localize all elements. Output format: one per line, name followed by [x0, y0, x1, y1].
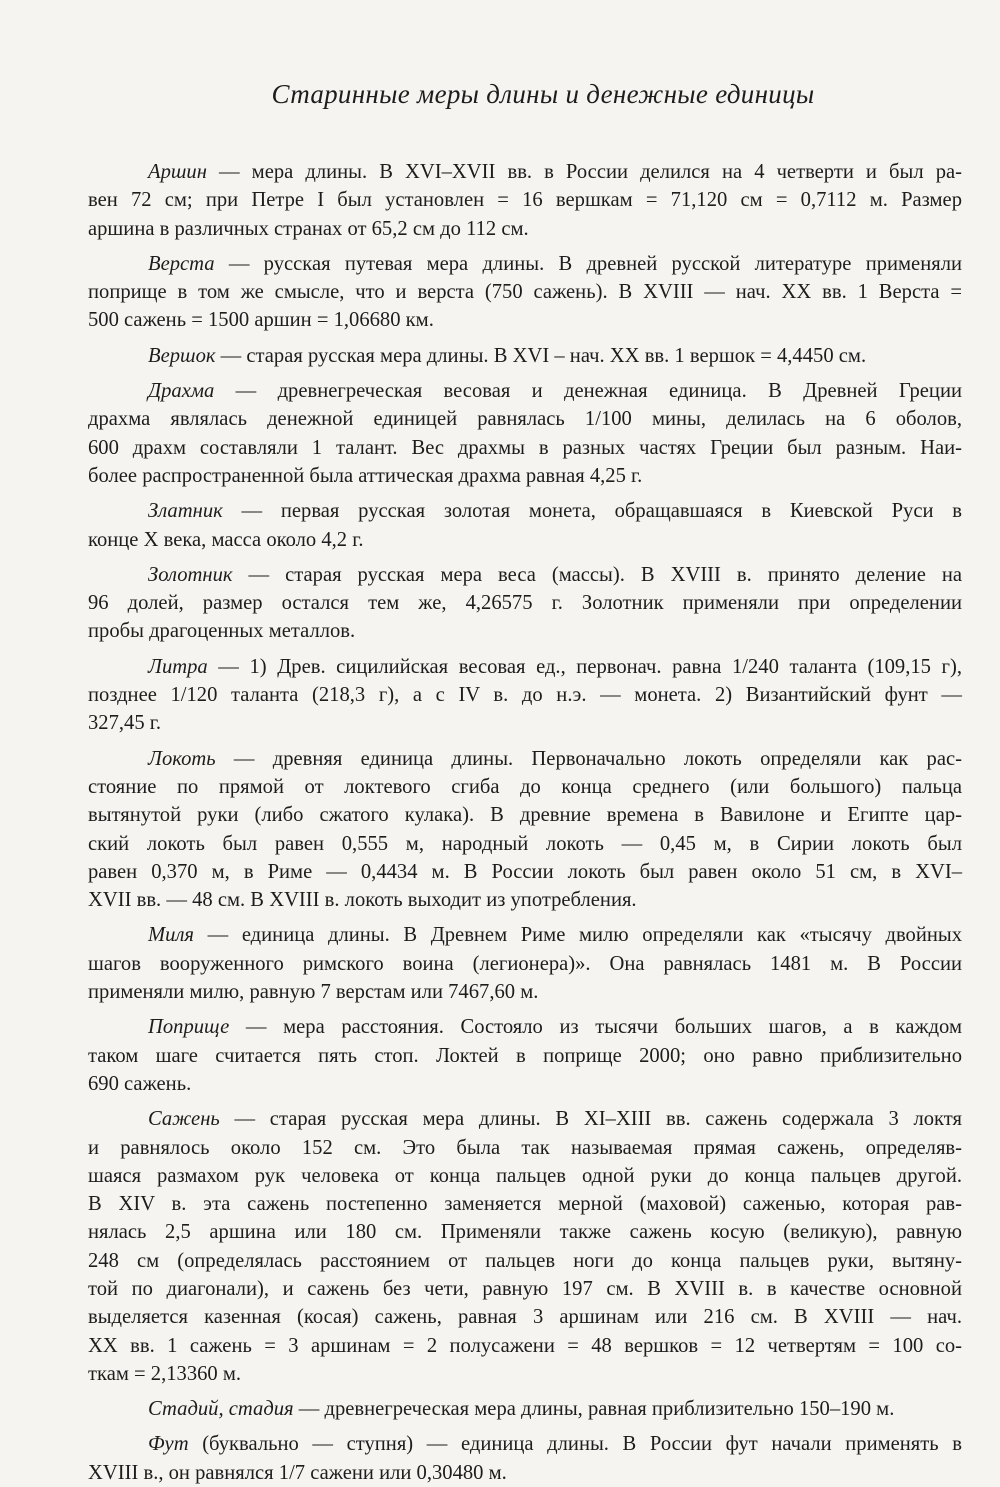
entry-text: XVII вв. — 48 см. В XVIII в. локоть выходит из употребления. [88, 889, 637, 912]
entry-line [88, 1190, 962, 1218]
entry-line [88, 434, 962, 462]
entry-text: шаяся размахом рук человека от конца пальцев одной руки до конца пальцев другой. [88, 1164, 962, 1187]
entry-text: (буквально — ступня) — единица длины. В России фут начали применять в [188, 1433, 962, 1456]
entry-line [88, 1070, 962, 1098]
entry-text: и равнялось около 152 см. Это была так называемая прямая сажень, определяв- [88, 1136, 962, 1159]
glossary-entry [88, 342, 962, 370]
entry-line [88, 886, 962, 914]
entry-term: Аршин [148, 161, 207, 183]
entry-text: стояние по прямой от локтевого сгиба до конца среднего (или большого) пальца [88, 775, 962, 798]
entry-line [88, 950, 962, 978]
entry-line [88, 653, 962, 681]
entry-text: шагов вооруженного римского воина (легионера)». Она равнялась 1481 м. В России [88, 952, 962, 975]
glossary-entry [88, 1430, 962, 1487]
entry-line [88, 1360, 962, 1388]
glossary-entry [88, 921, 962, 1006]
entry-text: XVIII в., он равнялся 1/7 сажени или 0,30480 м. [88, 1461, 507, 1484]
glossary-entry [88, 653, 962, 738]
entry-text: — старая русская мера веса (массы). В XVIII в. принято деление на [232, 563, 962, 586]
entry-line [88, 1303, 962, 1331]
entry-text: 96 долей, размер остался тем же, 4,26575 г. Золотник применяли при определении [88, 592, 962, 615]
entry-line [88, 250, 962, 278]
entry-line [88, 589, 962, 617]
entry-line [88, 278, 962, 306]
entry-text: 327,45 г. [88, 712, 162, 735]
entry-text: — мера расстояния. Состояло из тысячи больших шагов, а в каждом [229, 1016, 962, 1039]
entry-text: пробы драгоценных металлов. [88, 620, 356, 643]
entry-text: В XIV в. эта сажень постепенно заменяется мерной (маховой) саженью, которая рав- [88, 1193, 962, 1216]
entry-line [88, 858, 962, 886]
entry-line [88, 1042, 962, 1070]
entry-text: — древнегреческая мера длины, равная приблизительно 150–190 м. [293, 1398, 895, 1421]
page-title: Старинные меры длины и денежные единицы [271, 79, 815, 109]
entry-line [88, 617, 962, 645]
entry-text: поприще в том же смысле, что и верста (750 сажень). В XVIII — нач. XX вв. 1 Верста = [88, 281, 962, 304]
entry-text: аршина в различных странах от 65,2 см до 112 см. [88, 217, 529, 240]
entry-line [88, 158, 962, 186]
entry-text: таком шаге считается пять стоп. Локтей в поприще 2000; оно равно приблизительно [88, 1044, 962, 1067]
entry-line [88, 377, 962, 405]
entry-text: 500 сажень = 1500 аршин = 1,06680 км. [88, 309, 434, 332]
entry-text: более распространенной была аттическая драхма равная 4,25 г. [88, 464, 643, 487]
glossary-entry [88, 497, 962, 554]
entry-term: Сажень [148, 1108, 220, 1131]
entry-text: 248 см (определялась расстоянием от пальцев ноги до конца пальцев руки, вытяну- [88, 1249, 962, 1272]
glossary-entry [88, 1395, 962, 1423]
entry-line [88, 1247, 962, 1275]
entry-text: равен 0,370 м, в Риме — 0,4434 м. В России локоть был равен около 51 см, в XVI– [88, 860, 962, 883]
entry-line [88, 497, 962, 525]
glossary-entry [88, 377, 962, 490]
entry-line [88, 830, 962, 858]
entry-line [88, 215, 962, 243]
entry-text: — 1) Древ. сицилийская весовая ед., первонач. равна 1/240 таланта (109,15 г), [207, 655, 962, 678]
glossary-entry [88, 1013, 962, 1098]
entry-text: — русская путевая мера длины. В древней русской литературе применяли [214, 252, 962, 275]
entry-line [88, 1134, 962, 1162]
glossary-entry [88, 1105, 962, 1388]
entry-text: — старая русская мера длины. В XI–XIII вв. сажень содержала 3 локтя [219, 1108, 962, 1131]
entry-line [88, 561, 962, 589]
entry-line [88, 1275, 962, 1303]
entry-text: 600 драхм составляли 1 талант. Вес драхмы в разных частях Греции был разным. Наи- [88, 436, 962, 459]
entry-term: Золотник [148, 563, 233, 586]
entry-line [88, 1332, 962, 1360]
glossary-entry [88, 745, 962, 915]
entry-line [88, 1395, 962, 1423]
entry-text: вен 72 см; при Петре I был установлен = 16 вершкам = 71,120 см = 0,7112 м. Размер [88, 189, 962, 212]
entry-term: Вершок [148, 344, 216, 367]
entry-line [88, 709, 962, 737]
glossary [88, 158, 962, 1487]
entry-term: Златник [148, 500, 223, 523]
entry-line [88, 526, 962, 554]
entry-line [88, 306, 962, 334]
entry-line [88, 342, 962, 370]
entry-line [88, 681, 962, 709]
entry-term: Поприще [148, 1016, 230, 1039]
entry-term: Локоть [148, 747, 216, 770]
entry-text: ткам = 2,13360 м. [88, 1362, 242, 1385]
entry-text: — мера длины. В XVI–XVII вв. в России делился на 4 четверти и был ра- [206, 161, 962, 183]
entry-term: Фут [148, 1433, 189, 1456]
entry-text: той по диагонали), и сажень без чети, равную 197 см. В XVIII в. в качестве основной [88, 1277, 962, 1300]
entry-text: выделяется казенная (косая) сажень, равная 3 аршинам или 216 см. В XVIII — нач. [88, 1306, 962, 1329]
entry-line [88, 801, 962, 829]
entry-line [88, 405, 962, 433]
entry-text: конце X века, масса около 4,2 г. [88, 528, 364, 551]
entry-text: — старая русская мера длины. В XVI – нач. XX вв. 1 вершок = 4,4450 см. [215, 344, 867, 367]
entry-text: позднее 1/120 таланта (218,3 г), а с IV в. до н.э. — монета. 2) Византийский фунт — [88, 684, 962, 707]
entry-text: вытянутой руки (либо сжатого кулака). В древние времена в Вавилоне и Египте цар- [88, 804, 962, 827]
entry-line [88, 1162, 962, 1190]
entry-line [88, 745, 962, 773]
entry-text: нялась 2,5 аршина или 180 см. Применяли также сажень косую (великую), равную [88, 1221, 962, 1244]
entry-line [88, 921, 962, 949]
entry-term: Литра [148, 655, 208, 678]
entry-text: — древняя единица длины. Первоначально локоть определяли как рас- [215, 747, 962, 770]
entry-term: Верста [148, 252, 215, 275]
entry-line [88, 462, 962, 490]
entry-text: 690 сажень. [88, 1072, 192, 1095]
entry-term: Драхма [148, 380, 215, 403]
entry-text: — единица длины. В Древнем Риме милю определяли как «тысячу двойных [194, 924, 962, 947]
entry-text: применяли милю, равную 7 верстам или 7467,60 м. [88, 981, 539, 1004]
entry-text: — первая русская золотая монета, обращавшаяся в Киевской Руси в [222, 500, 962, 523]
entry-text: — древнегреческая весовая и денежная единица. В Древней Греции [214, 380, 962, 403]
entry-text: ский локоть был равен 0,555 м, народный локоть — 0,45 м, в Сирии локоть был [88, 832, 962, 855]
entry-line [88, 978, 962, 1006]
entry-line [88, 1105, 962, 1133]
entry-line [88, 1218, 962, 1246]
entry-term: Миля [148, 924, 195, 947]
entry-text: XX вв. 1 сажень = 3 аршинам = 2 полусажени = 48 вершков = 12 четвертям = 100 со- [88, 1334, 962, 1357]
entry-line [88, 1459, 962, 1487]
entry-term: Стадий, стадия [148, 1398, 294, 1421]
glossary-entry [88, 250, 962, 335]
glossary-entry [88, 561, 962, 646]
entry-line [88, 186, 962, 214]
entry-text: драхма являлась денежной единицей равнялась 1/100 мины, делилась на 6 оболов, [88, 408, 962, 431]
entry-line [88, 1430, 962, 1458]
glossary-entry [88, 158, 962, 243]
entry-line [88, 773, 962, 801]
entry-line [88, 1013, 962, 1041]
